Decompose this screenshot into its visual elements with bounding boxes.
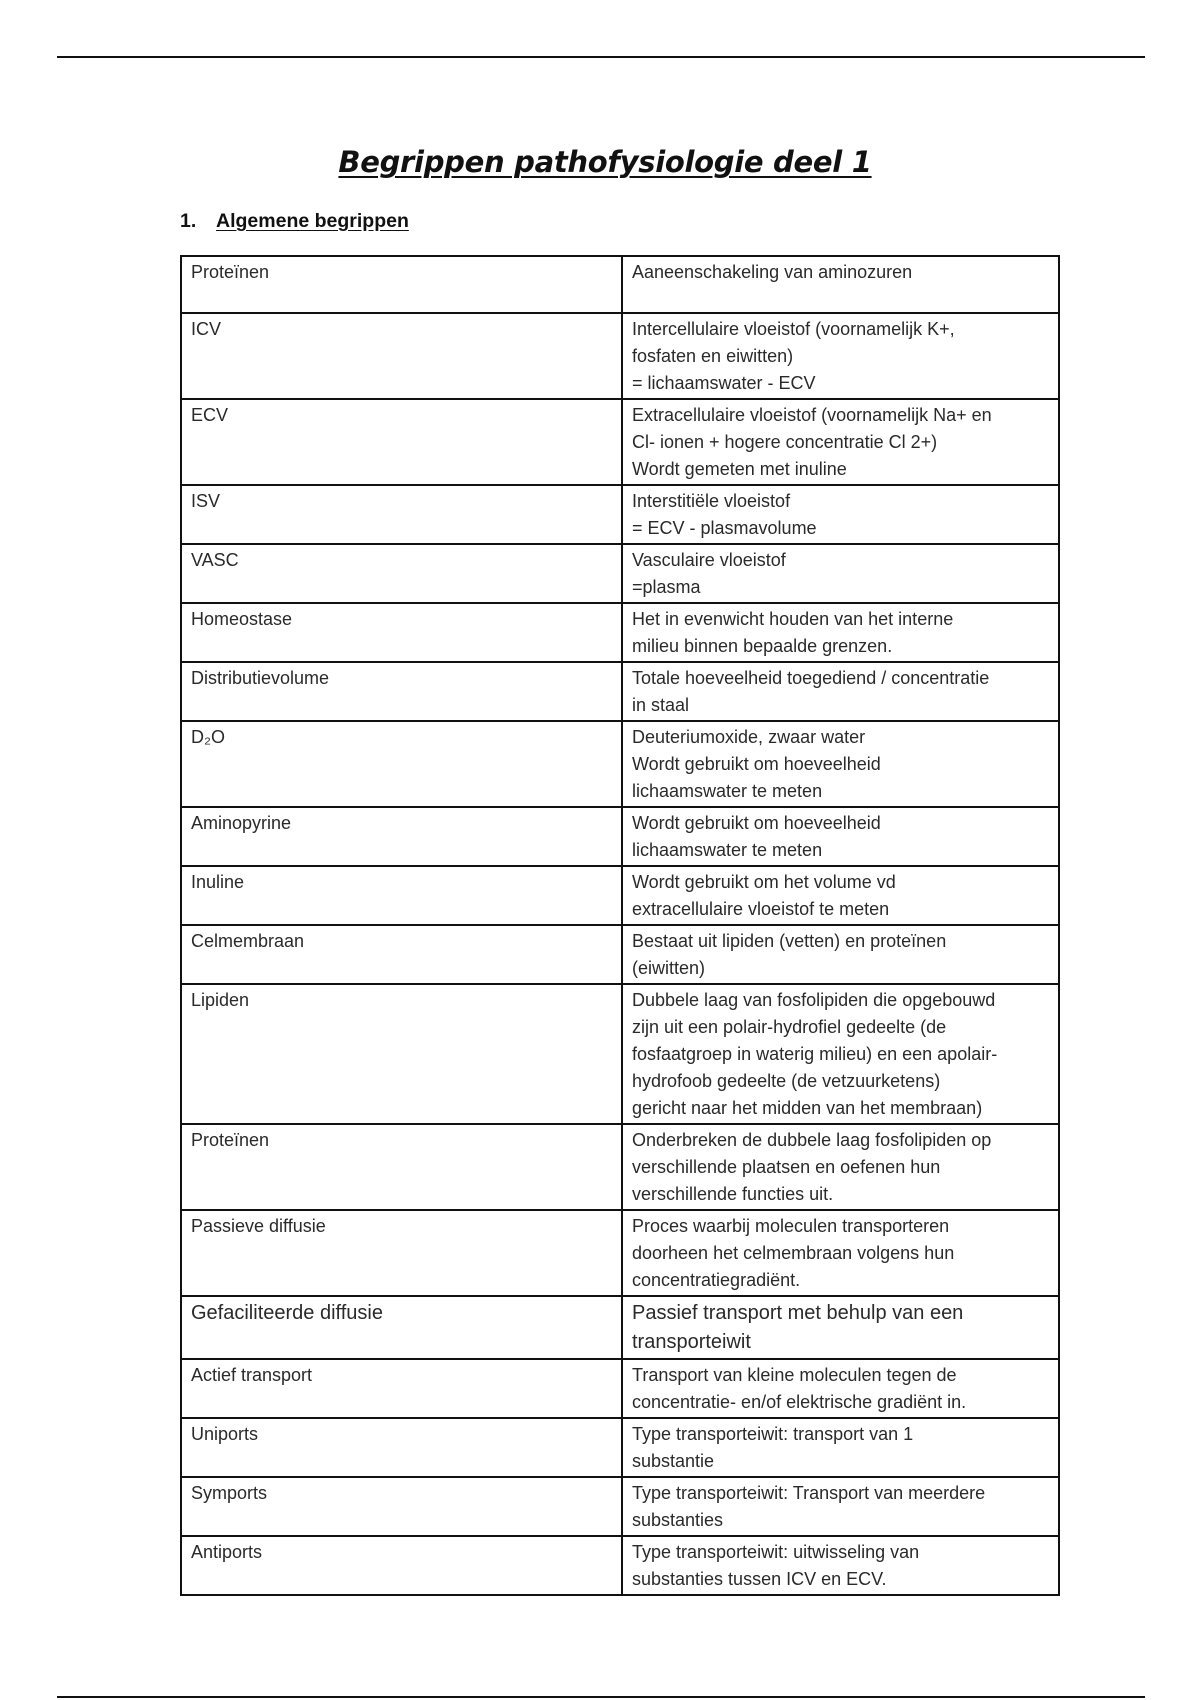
term-cell: VASC: [181, 544, 622, 603]
definition-line: concentratie- en/of elektrische gradiënt in.: [632, 1392, 967, 1412]
definition-line: Type transporteiwit: uitwisseling van: [632, 1542, 920, 1562]
footer-rule: [57, 1696, 1145, 1698]
definition-cell: [622, 866, 1059, 925]
definition-line: Cl- ionen + hogere concentratie Cl 2+): [632, 432, 938, 452]
table-row: [181, 662, 1059, 721]
table-row: [181, 1210, 1059, 1296]
term-cell: Proteïnen: [181, 256, 622, 313]
term-cell: Gefaciliteerde diffusie: [181, 1296, 622, 1359]
table-row: [181, 1418, 1059, 1477]
definition-cell: [622, 485, 1059, 544]
definition-line: fosfaatgroep in waterig milieu) en een apolair-: [632, 1044, 998, 1064]
term-cell: D₂O: [181, 721, 622, 807]
document-title: Begrippen pathofysiologie deel 1: [338, 145, 872, 179]
definition-line: Intercellulaire vloeistof (voornamelijk K+,: [632, 319, 955, 339]
term-cell: Lipiden: [181, 984, 622, 1124]
term-cell: ICV: [181, 313, 622, 399]
term-cell: Distributievolume: [181, 662, 622, 721]
definition-line: in staal: [632, 695, 690, 715]
definition-line: transporteiwit: [632, 1331, 751, 1353]
definition-line: hydrofoob gedeelte (de vetzuurketens): [632, 1071, 941, 1091]
table-row: [181, 807, 1059, 866]
definition-cell: [622, 1210, 1059, 1296]
table-row: [181, 603, 1059, 662]
table-row: [181, 313, 1059, 399]
table-row: [181, 1124, 1059, 1210]
definition-cell: [622, 1124, 1059, 1210]
definition-line: lichaamswater te meten: [632, 840, 823, 860]
definition-line: Dubbele laag van fosfolipiden die opgebouwd: [632, 990, 996, 1010]
definition-cell: [622, 721, 1059, 807]
definition-line: (eiwitten): [632, 958, 706, 978]
term-cell: Actief transport: [181, 1359, 622, 1418]
definition-cell: [622, 1296, 1059, 1359]
definition-line: substantie: [632, 1451, 715, 1471]
definition-line: gericht naar het midden van het membraan): [632, 1098, 983, 1118]
definition-line: Deuteriumoxide, zwaar water: [632, 727, 866, 747]
definition-line: substanties: [632, 1510, 724, 1530]
table-row: [181, 984, 1059, 1124]
definition-line: lichaamswater te meten: [632, 781, 823, 801]
term-cell: ECV: [181, 399, 622, 485]
term-cell: Inuline: [181, 866, 622, 925]
table-row: [181, 1536, 1059, 1595]
definition-line: = lichaamswater - ECV: [632, 373, 816, 393]
definition-line: Bestaat uit lipiden (vetten) en proteïnen: [632, 931, 947, 951]
definition-line: zijn uit een polair-hydrofiel gedeelte (de: [632, 1017, 947, 1037]
definition-line: Type transporteiwit: Transport van meerdere: [632, 1483, 986, 1503]
definition-cell: [622, 544, 1059, 603]
term-cell: Symports: [181, 1477, 622, 1536]
definition-cell: [622, 603, 1059, 662]
definition-line: =plasma: [632, 577, 701, 597]
definition-cell: [622, 313, 1059, 399]
table-row: [181, 866, 1059, 925]
term-cell: Homeostase: [181, 603, 622, 662]
terms-table: [180, 255, 1060, 1596]
term-cell: Antiports: [181, 1536, 622, 1595]
definition-line: fosfaten en eiwitten): [632, 346, 794, 366]
definition-line: Wordt gebruikt om hoeveelheid: [632, 754, 881, 774]
definition-cell: [622, 399, 1059, 485]
term-cell: Proteïnen: [181, 1124, 622, 1210]
table-row: [181, 1296, 1059, 1359]
definition-line: concentratiegradiënt.: [632, 1270, 801, 1290]
definition-line: extracellulaire vloeistof te meten: [632, 899, 890, 919]
definition-line: Wordt gebruikt om hoeveelheid: [632, 813, 881, 833]
definition-line: milieu binnen bepaalde grenzen.: [632, 636, 893, 656]
definition-line: Interstitiële vloeistof: [632, 491, 791, 511]
definition-cell: [622, 1418, 1059, 1477]
table-row: [181, 721, 1059, 807]
definition-line: Totale hoeveelheid toegediend / concentratie: [632, 668, 990, 688]
section-heading: [180, 210, 409, 233]
definition-line: Passief transport met behulp van een: [632, 1302, 964, 1324]
definition-line: verschillende functies uit.: [632, 1184, 834, 1204]
table-row: [181, 485, 1059, 544]
definition-line: Wordt gebruikt om het volume vd: [632, 872, 896, 892]
section-number: 1.: [180, 210, 197, 232]
section-heading-label: Algemene begrippen: [216, 210, 409, 232]
definition-cell: [622, 1536, 1059, 1595]
table-row: [181, 256, 1059, 313]
definition-cell: [622, 925, 1059, 984]
table-row: [181, 1477, 1059, 1536]
term-cell: Uniports: [181, 1418, 622, 1477]
term-cell: Celmembraan: [181, 925, 622, 984]
definition-cell: [622, 256, 1059, 313]
definition-line: Extracellulaire vloeistof (voornamelijk Na+ en: [632, 405, 992, 425]
definition-line: doorheen het celmembraan volgens hun: [632, 1243, 955, 1263]
definition-line: = ECV - plasmavolume: [632, 518, 817, 538]
definition-line: Transport van kleine moleculen tegen de: [632, 1365, 957, 1385]
definition-cell: [622, 807, 1059, 866]
definition-line: Wordt gemeten met inuline: [632, 459, 847, 479]
definition-cell: [622, 662, 1059, 721]
table-row: [181, 544, 1059, 603]
term-cell: Aminopyrine: [181, 807, 622, 866]
definition-cell: [622, 1477, 1059, 1536]
term-cell: Passieve diffusie: [181, 1210, 622, 1296]
header-rule: [57, 56, 1145, 58]
definition-cell: [622, 984, 1059, 1124]
table-row: [181, 399, 1059, 485]
definition-line: verschillende plaatsen en oefenen hun: [632, 1157, 941, 1177]
definition-line: substanties tussen ICV en ECV.: [632, 1569, 887, 1589]
table-row: [181, 925, 1059, 984]
definition-line: Aaneenschakeling van aminozuren: [632, 262, 913, 282]
definition-line: Proces waarbij moleculen transporteren: [632, 1216, 950, 1236]
definition-line: Onderbreken de dubbele laag fosfolipiden op: [632, 1130, 992, 1150]
definition-cell: [622, 1359, 1059, 1418]
definition-line: Type transporteiwit: transport van 1: [632, 1424, 914, 1444]
table-row: [181, 1359, 1059, 1418]
definition-line: Vasculaire vloeistof: [632, 550, 786, 570]
term-cell: ISV: [181, 485, 622, 544]
definition-line: Het in evenwicht houden van het interne: [632, 609, 954, 629]
